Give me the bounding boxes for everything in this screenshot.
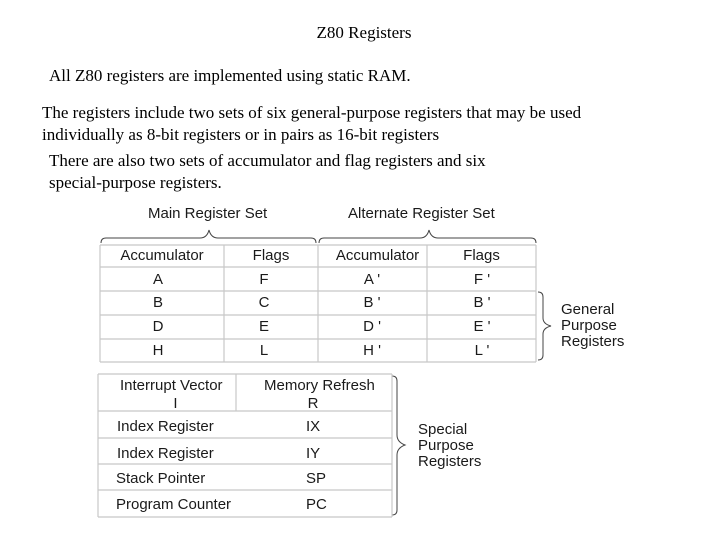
register-cell: E ' bbox=[473, 318, 491, 335]
register-cell: D bbox=[152, 318, 164, 335]
special-register-value: PC bbox=[306, 496, 327, 513]
special-register-value: IX bbox=[306, 418, 321, 435]
alternate-register-set-label: Alternate Register Set bbox=[348, 205, 495, 222]
special-register-value: IY bbox=[306, 445, 321, 462]
register-cell: F bbox=[259, 271, 269, 288]
special-purpose-label bbox=[418, 422, 481, 470]
label-line: Purpose bbox=[418, 437, 474, 454]
header-accumulator: Accumulator bbox=[120, 247, 204, 264]
label-line: Registers bbox=[418, 453, 482, 470]
header-alt-flags: Flags bbox=[463, 247, 500, 264]
general-purpose-label bbox=[561, 302, 624, 350]
register-cell: D ' bbox=[363, 318, 381, 335]
label-line: Registers bbox=[561, 333, 625, 350]
label-line: Purpose bbox=[561, 317, 617, 334]
register-cell: F ' bbox=[473, 271, 491, 288]
header-flags: Flags bbox=[252, 247, 290, 264]
paragraph-line: There are also two sets of accumulator and flag registers and six bbox=[49, 151, 486, 170]
label-line: General bbox=[561, 301, 615, 318]
memory-refresh-value: R bbox=[307, 395, 319, 412]
register-cell: L bbox=[259, 342, 269, 359]
register-cell: C bbox=[258, 294, 270, 311]
special-purpose-brace bbox=[392, 376, 405, 515]
paragraph-line: The registers include two sets of six general-purpose registers that may be used bbox=[42, 103, 582, 122]
register-cell: A bbox=[152, 271, 163, 288]
register-cell: A ' bbox=[363, 271, 381, 288]
memory-refresh-label: Memory Refresh bbox=[264, 377, 375, 394]
main-set-brace bbox=[101, 230, 316, 243]
slide-title: Z80 Registers bbox=[316, 23, 412, 42]
register-cell: B bbox=[152, 294, 163, 311]
register-cell: B ' bbox=[473, 294, 491, 311]
register-cell: B ' bbox=[363, 294, 381, 311]
paragraph-line: special-purpose registers. bbox=[49, 173, 222, 192]
main-register-set-label: Main Register Set bbox=[148, 205, 268, 222]
register-cell: L ' bbox=[474, 342, 490, 359]
special-register-label: Index Register bbox=[117, 445, 214, 462]
interrupt-vector-value: I bbox=[173, 395, 178, 412]
special-register-label: Program Counter bbox=[116, 496, 232, 513]
general-purpose-brace bbox=[538, 292, 551, 360]
interrupt-vector-label: Interrupt Vector bbox=[120, 377, 223, 394]
register-cell: H bbox=[152, 342, 164, 359]
intro-paragraph: All Z80 registers are implemented using static RAM. bbox=[49, 66, 411, 85]
special-register-label: Stack Pointer bbox=[116, 470, 206, 487]
register-cell: E bbox=[258, 318, 269, 335]
special-register-value: SP bbox=[306, 470, 327, 487]
alternate-set-brace bbox=[319, 230, 536, 243]
label-line: Special bbox=[418, 421, 468, 438]
special-register-label: Index Register bbox=[117, 418, 214, 435]
paragraph-line: individually as 8-bit registers or in pairs as 16-bit registers bbox=[42, 125, 440, 144]
header-alt-accumulator: Accumulator bbox=[335, 247, 420, 264]
register-cell: H ' bbox=[363, 342, 381, 359]
